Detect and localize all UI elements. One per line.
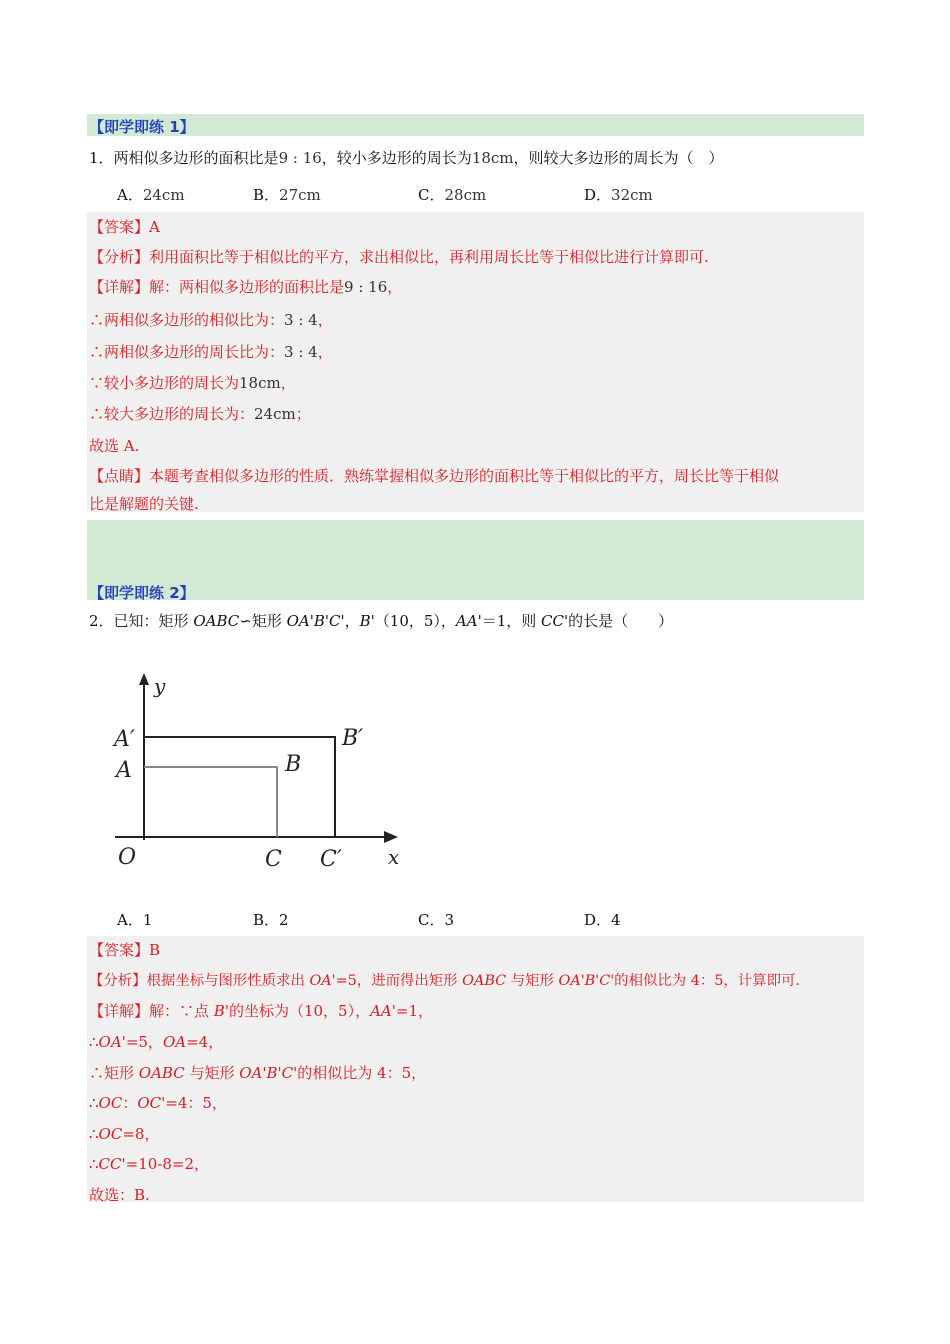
question1-perimeter: 18cm — [471, 149, 514, 167]
y-axis-arrow — [139, 673, 149, 685]
detail-punct: ； — [295, 405, 311, 423]
q1-detail-line6: 故选 A. — [89, 437, 140, 455]
detail-value: 24cm — [254, 405, 296, 423]
q2-point-b: B' — [359, 612, 375, 630]
detail-punct: ， — [387, 278, 403, 296]
detail-text: ∴矩形 — [89, 1064, 139, 1082]
q1-comment-line2: 比是解题的关键. — [89, 495, 199, 513]
q2-detail-line4 — [89, 1093, 227, 1113]
q2-cc: CC' — [541, 612, 569, 630]
q1-option-d — [584, 184, 653, 205]
q2-text: （10，5）， — [374, 612, 456, 630]
detail-text: 解：两相似多边形的面积比是 — [149, 278, 345, 296]
detail-math: OA'B'C' — [239, 1064, 298, 1082]
section2-header-band — [87, 520, 864, 600]
comment-text: 本题考查相似多边形的性质．熟练掌握相似多边形的面积比等于相似比的平方，周长比等于相似 — [149, 467, 780, 485]
detail-text: 的相似比为 4：5， — [297, 1064, 427, 1082]
detail-math: OABC — [138, 1064, 185, 1082]
q2-option-b — [253, 909, 289, 930]
detail-text: ∴两相似多边形的周长比为： — [89, 343, 285, 361]
q2-text: 的长是（ ） — [568, 612, 674, 630]
q2-detail-line3 — [89, 1063, 426, 1083]
option-value: 3 — [444, 911, 455, 929]
option-key: A． — [117, 186, 143, 204]
detail-value: 18cm — [239, 374, 281, 392]
detail-text: =4：5， — [165, 1094, 227, 1112]
option-value: 4 — [611, 911, 621, 929]
rect-oabc — [144, 767, 277, 837]
analysis-math: OABC — [462, 973, 507, 989]
q1-option-b — [253, 184, 321, 205]
question2-stem — [89, 611, 673, 631]
detail-text: 解：∵点 — [149, 1002, 214, 1020]
detail-math: OC' — [137, 1094, 166, 1112]
q2-analysis — [89, 971, 800, 991]
analysis-text: =5，进而得出矩形 — [335, 973, 463, 989]
answer-tag: 【答案】 — [89, 941, 150, 959]
detail-text: =1， — [395, 1002, 434, 1020]
option-value: 2 — [279, 911, 289, 929]
q2-text: 已知：矩形 — [113, 612, 194, 630]
label-c: C — [265, 847, 282, 872]
question2-number: 2． — [89, 612, 114, 630]
option-key: B． — [253, 911, 280, 929]
q1-detail-line5 — [89, 404, 311, 424]
detail-text: 与矩形 — [184, 1064, 240, 1082]
option-key: B． — [253, 186, 280, 204]
analysis-text: 与矩形 — [506, 973, 559, 989]
label-o: O — [118, 845, 137, 870]
detail-math: OC — [98, 1094, 123, 1112]
q2-detail-line2 — [89, 1032, 223, 1052]
option-value: 28cm — [444, 186, 487, 204]
label-c-prime: C′ — [320, 847, 342, 872]
detail-ratio: 9 : 16 — [344, 278, 388, 296]
q1-comment-line1 — [89, 466, 779, 486]
label-a: A — [116, 758, 132, 783]
q2-option-d — [584, 909, 621, 930]
x-axis-arrow — [384, 831, 398, 843]
detail-text: =10-8=2， — [125, 1155, 210, 1173]
q1-detail-line4 — [89, 373, 296, 393]
detail-text: =4， — [186, 1033, 224, 1051]
analysis-tag: 【分析】 — [89, 248, 150, 266]
q1-option-a — [117, 184, 185, 205]
coordinate-figure — [110, 665, 410, 895]
analysis-text: 利用面积比等于相似比的平方，求出相似比，再利用周长比等于相似比进行计算即可. — [149, 248, 709, 266]
answer-text: B — [149, 941, 161, 959]
q2-text: ， — [344, 612, 360, 630]
option-key: D． — [584, 186, 612, 204]
analysis-text: 根据坐标与图形性质求出 — [146, 973, 310, 989]
detail-math: OA — [162, 1033, 187, 1051]
detail-text: ∴ — [89, 1094, 99, 1112]
q2-answer — [89, 940, 160, 960]
section1-header-band — [87, 114, 864, 136]
detail-text: ∴ — [89, 1155, 99, 1173]
question1-ratio: 9 : 16 — [278, 149, 322, 167]
q2-detail-line7: 故选：B. — [89, 1186, 150, 1204]
question1-text-b: ，较小多边形的周长为 — [321, 149, 472, 167]
detail-punct: ， — [317, 311, 333, 329]
question1-text-c: ，则较大多边形的周长为（ ） — [513, 149, 724, 167]
detail-tag: 【详解】 — [89, 1002, 150, 1020]
detail-math: OC — [98, 1125, 123, 1143]
detail-math: OA' — [98, 1033, 126, 1051]
label-a-prime: A′ — [114, 727, 135, 752]
answer-tag: 【答案】 — [89, 218, 150, 236]
label-y: y — [154, 674, 166, 698]
q2-detail-line6 — [89, 1154, 209, 1174]
detail-text: ∴较大多边形的周长为： — [89, 405, 255, 423]
detail-ratio: 3 : 4 — [284, 343, 318, 361]
option-value: 24cm — [142, 186, 185, 204]
analysis-math: OA' — [309, 973, 336, 989]
detail-text: =5， — [125, 1033, 163, 1051]
detail-math: AA' — [370, 1002, 396, 1020]
label-b-prime: B′ — [342, 726, 364, 751]
detail-punct: ， — [280, 374, 296, 392]
question1-stem — [89, 148, 724, 168]
answer-text: A — [149, 218, 160, 236]
q1-answer — [89, 217, 160, 237]
detail-text: ∵较小多边形的周长为 — [89, 374, 240, 392]
detail-text: 的坐标为（10，5）， — [228, 1002, 371, 1020]
q2-option-a — [117, 909, 152, 930]
option-key: C． — [418, 911, 445, 929]
q2-text: ∽矩形 — [239, 612, 287, 630]
q2-detail-line1 — [89, 1001, 433, 1021]
detail-math: CC' — [98, 1155, 126, 1173]
q1-option-c — [418, 184, 486, 205]
detail-math: B' — [213, 1002, 229, 1020]
q1-analysis — [89, 247, 709, 267]
question1-text-a: 两相似多边形的面积比是 — [113, 149, 279, 167]
analysis-math: OA'B'C' — [558, 973, 615, 989]
q2-text: ＝1，则 — [481, 612, 542, 630]
section2-title: 【即学即练 2】 — [89, 584, 195, 602]
question1-number: 1． — [89, 149, 114, 167]
option-value: 1 — [142, 911, 153, 929]
q1-detail-line2 — [89, 310, 333, 330]
detail-ratio: 3 : 4 — [284, 311, 318, 329]
section1-title: 【即学即练 1】 — [89, 118, 195, 136]
analysis-tag: 【分析】 — [89, 973, 147, 989]
detail-text: =8， — [122, 1125, 160, 1143]
detail-punct: ， — [317, 343, 333, 361]
option-value: 27cm — [279, 186, 321, 204]
option-key: C． — [418, 186, 445, 204]
option-key: D． — [584, 911, 612, 929]
option-value: 32cm — [611, 186, 653, 204]
detail-text: ∴ — [89, 1033, 99, 1051]
detail-tag: 【详解】 — [89, 278, 150, 296]
q1-detail-line1 — [89, 277, 402, 297]
analysis-text: 的相似比为 4：5，计算即可. — [614, 973, 800, 989]
comment-tag: 【点睛】 — [89, 467, 150, 485]
detail-text: ∴两相似多边形的相似比为： — [89, 311, 285, 329]
detail-text: ： — [122, 1094, 138, 1112]
detail-text: ∴ — [89, 1125, 99, 1143]
option-key: A． — [117, 911, 143, 929]
q2-aa: AA' — [455, 612, 482, 630]
label-b: B — [285, 752, 302, 777]
rect-oa-b-c-prime — [144, 737, 335, 837]
q2-detail-line5 — [89, 1124, 159, 1144]
label-x: x — [388, 845, 400, 869]
q1-detail-line3 — [89, 342, 333, 362]
q2-option-c — [418, 909, 454, 930]
q2-rect2: OA'B'C' — [286, 612, 345, 630]
q2-rect1: OABC — [193, 612, 240, 630]
